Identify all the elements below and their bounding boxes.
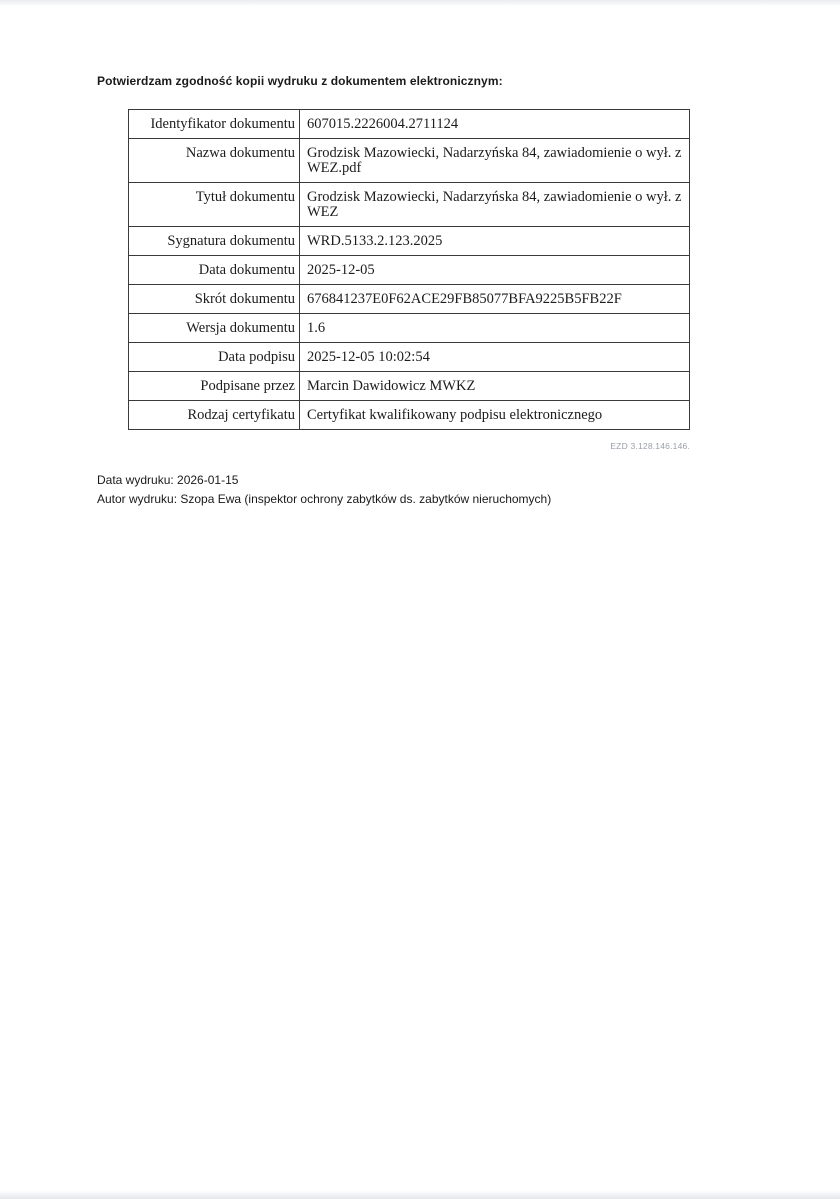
table-row — [129, 139, 690, 183]
table-row — [129, 227, 690, 256]
row-value: Marcin Dawidowicz MWKZ — [300, 372, 690, 401]
table-row — [129, 401, 690, 430]
row-label: Tytuł dokumentu — [129, 183, 300, 227]
row-label: Data podpisu — [129, 343, 300, 372]
scan-edge-bottom — [0, 1190, 840, 1199]
table-row — [129, 343, 690, 372]
table-row — [129, 256, 690, 285]
row-value: 2025-12-05 — [300, 256, 690, 285]
table-row — [129, 110, 690, 139]
table-row — [129, 314, 690, 343]
row-label: Rodzaj certyfikatu — [129, 401, 300, 430]
row-value: 1.6 — [300, 314, 690, 343]
print-author: Autor wydruku: Szopa Ewa (inspektor ochrony zabytków ds. zabytków nieruchomych) — [97, 492, 552, 506]
row-label: Identyfikator dokumentu — [129, 110, 300, 139]
confirmation-heading: Potwierdzam zgodność kopii wydruku z dokumentem elektronicznym: — [97, 74, 503, 88]
print-info — [97, 471, 551, 509]
row-value: WRD.5133.2.123.2025 — [300, 227, 690, 256]
row-value: 676841237E0F62ACE29FB85077BFA9225B5FB22F — [300, 285, 690, 314]
row-value: 607015.2226004.2711124 — [300, 110, 690, 139]
row-label: Podpisane przez — [129, 372, 300, 401]
document-metadata-table — [128, 109, 690, 430]
ezd-version-label: EZD 3.128.146.146. — [610, 441, 690, 451]
row-value: Grodzisk Mazowiecki, Nadarzyńska 84, zawiadomienie o wył. z WEZ — [300, 183, 690, 227]
row-value: Grodzisk Mazowiecki, Nadarzyńska 84, zawiadomienie o wył. z WEZ.pdf — [300, 139, 690, 183]
row-value: 2025-12-05 10:02:54 — [300, 343, 690, 372]
row-label: Sygnatura dokumentu — [129, 227, 300, 256]
print-date: Data wydruku: 2026-01-15 — [97, 473, 239, 487]
table-row — [129, 285, 690, 314]
row-value: Certyfikat kwalifikowany podpisu elektronicznego — [300, 401, 690, 430]
row-label: Nazwa dokumentu — [129, 139, 300, 183]
table-row — [129, 183, 690, 227]
row-label: Wersja dokumentu — [129, 314, 300, 343]
scan-edge-top — [0, 0, 840, 6]
table-row — [129, 372, 690, 401]
row-label: Data dokumentu — [129, 256, 300, 285]
row-label: Skrót dokumentu — [129, 285, 300, 314]
